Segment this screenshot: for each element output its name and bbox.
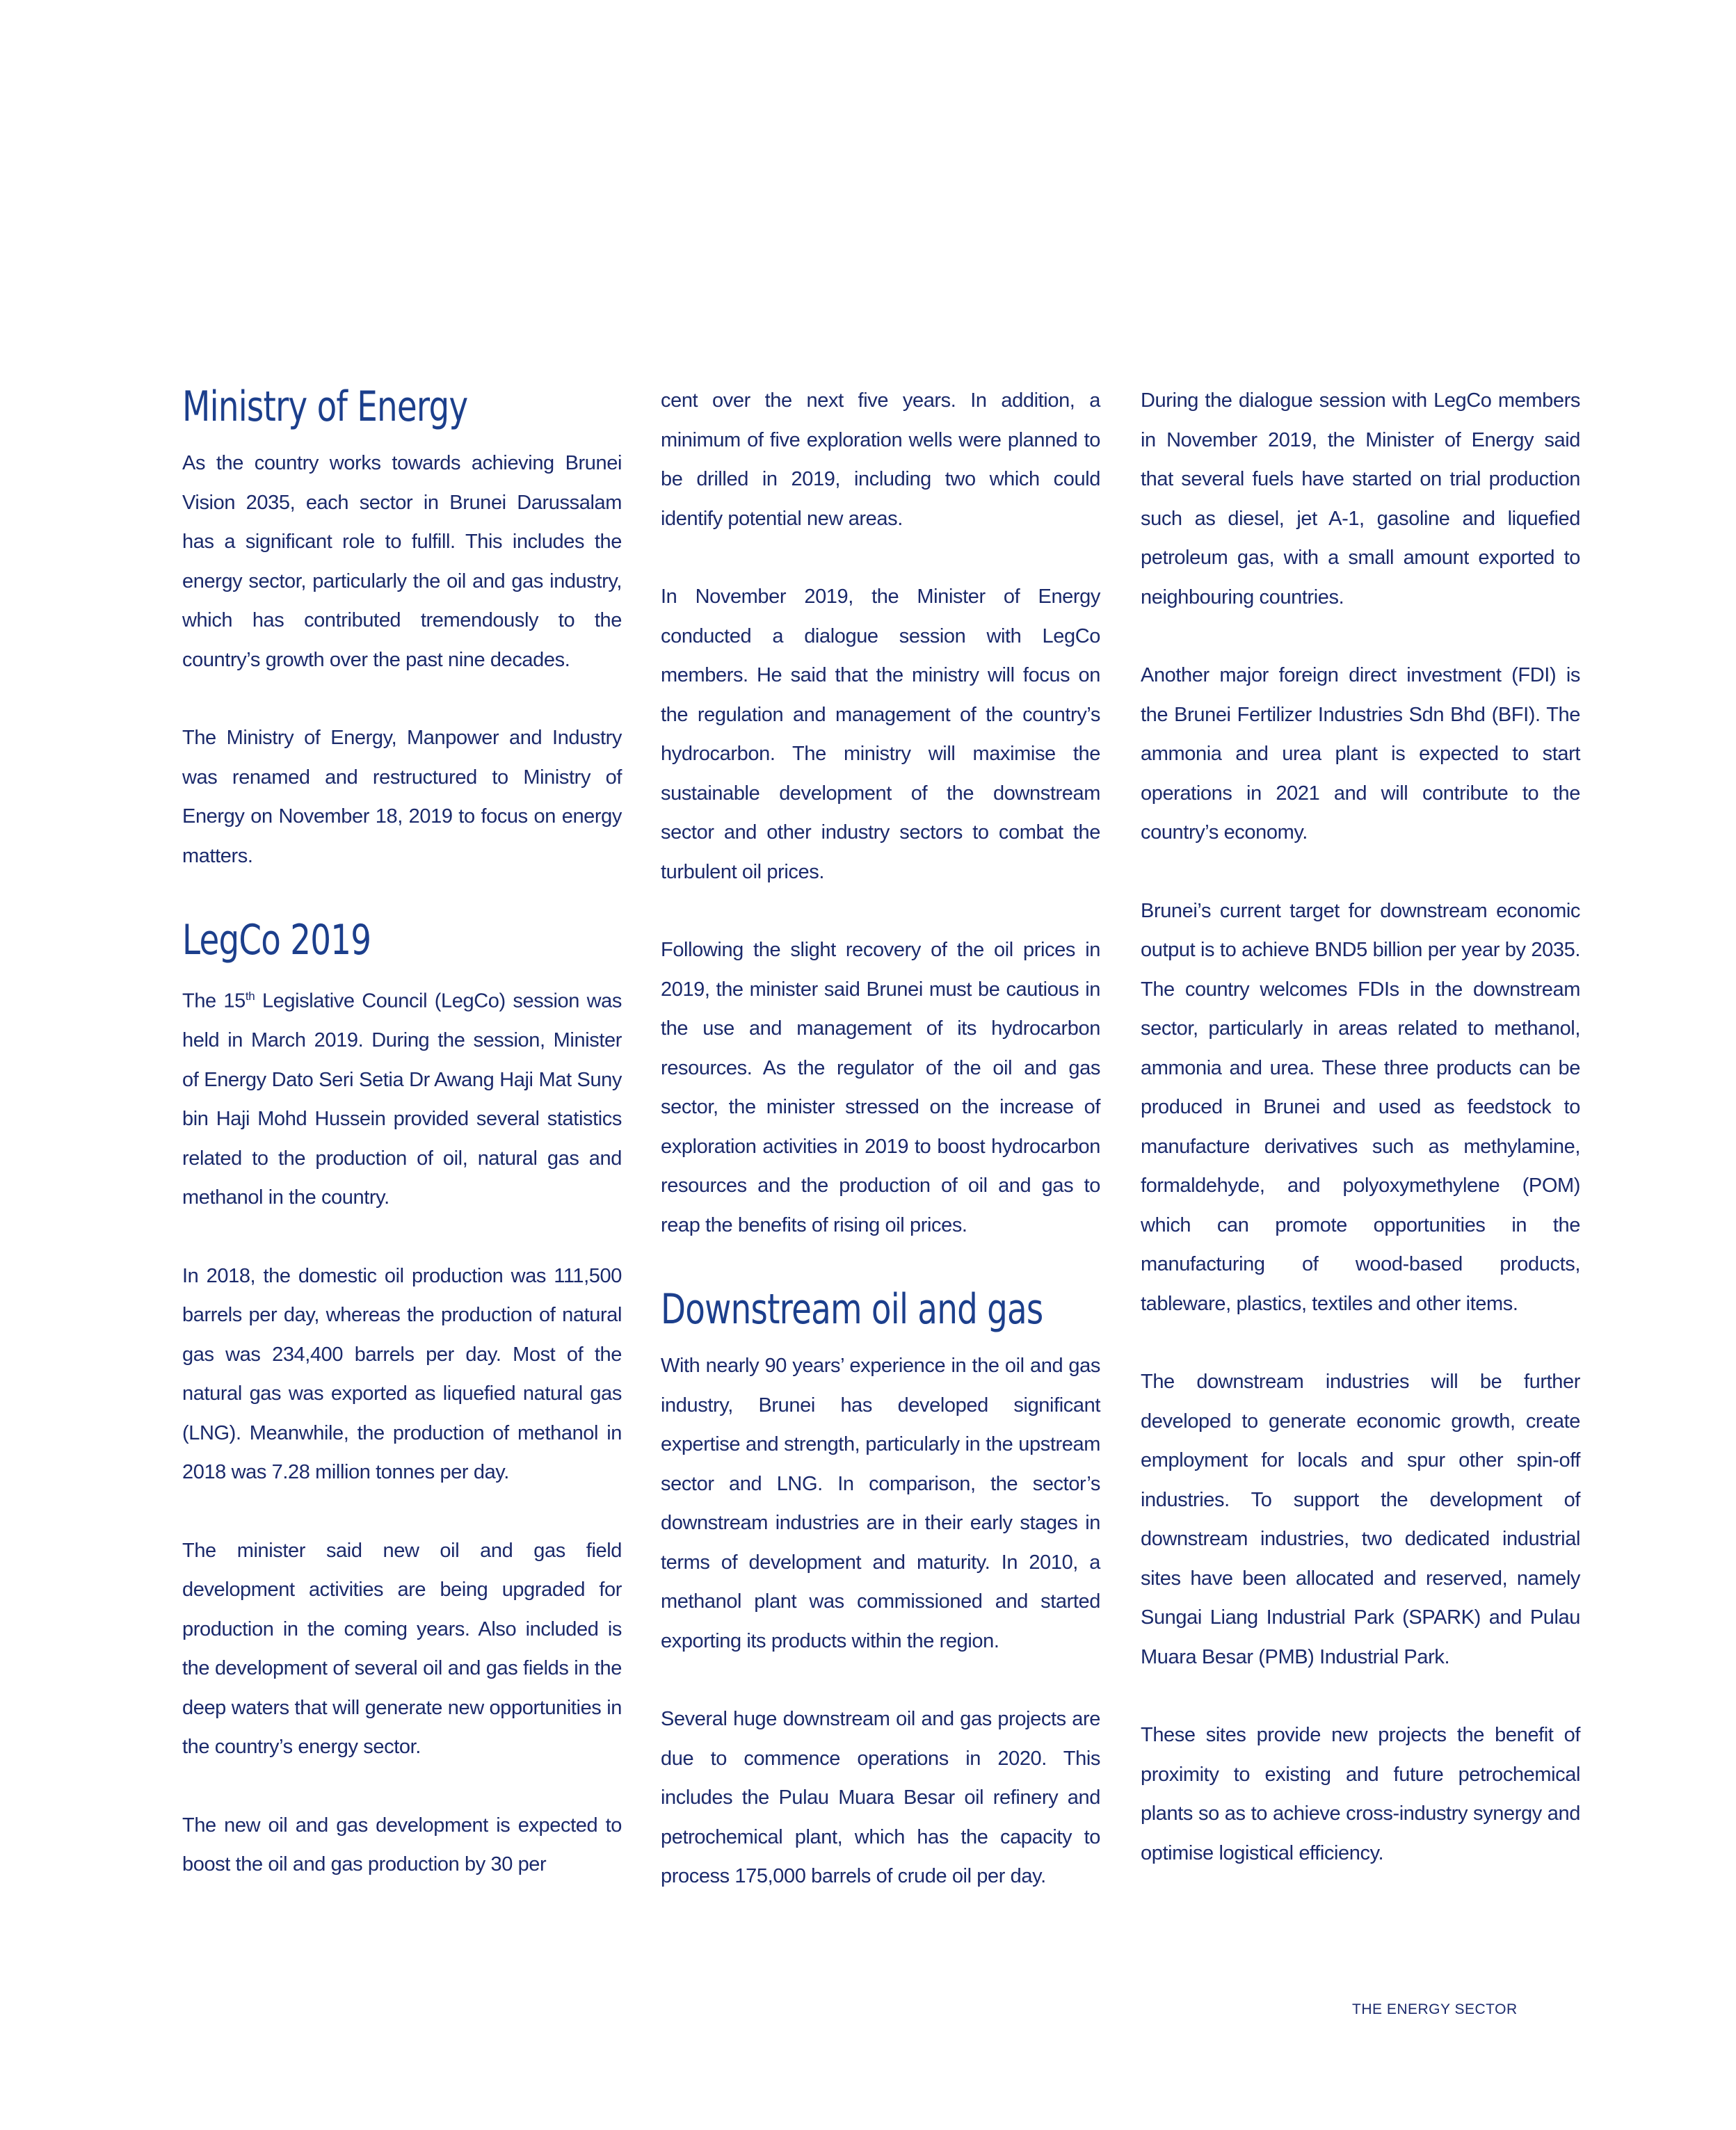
paragraph: The new oil and gas development is expected to boost the oil and gas production by 30 per [182,1814,622,1876]
paragraph: These sites provide new projects the benefit of proximity to existing and future petrochemical plants so as to achieve cross-industry synergy and optimise logistical efficiency. [1141,1724,1580,1864]
paragraph: In 2018, the domestic oil production was 111,500 barrels per day, whereas the production of natural gas was 234,400 barrels per day. Most of the natural gas was exported as liquefied natural gas (LNG). Meanwhile, the production of methanol in 2018 was 7.28 million tonnes per day. [182,1264,622,1484]
paragraph-text: The 15 [182,990,246,1012]
paragraph: Brunei’s current target for downstream economic output is to achieve BND5 billion per year by 2035. The country welcomes FDIs in the downstream sector, particularly in areas related to methanol, ammonia and urea. These three products can be produced in Brunei and used as feedstock to manufacture derivatives such as methylamine, formaldehyde, and polyoxymethylene (POM) which can promote opportunities in the manufacturing of wood-based products, tableware, plastics, textiles and other items. [1141,899,1580,1315]
paragraph: As the country works towards achieving Brunei Vision 2035, each sector in Brunei Darussalam has a significant role to fulfill. This includes the energy sector, particularly the oil and gas industry, which has contributed tremendously to the country’s growth over the past nine decades. [182,452,622,671]
paragraph: The Ministry of Energy, Manpower and Industry was renamed and restructured to Ministry of Energy on November 18, 2019 to focus on energy matters. [182,727,622,867]
column-middle [661,381,1100,1896]
paragraph: In November 2019, the Minister of Energy conducted a dialogue session with LegCo members. He said that the ministry will focus on the regulation and management of the country’s hydrocarbon. The ministry will maximise the sustainable development of the downstream sector and other industry sectors to combat the turbulent oil prices. [661,586,1100,883]
paragraph: Following the slight recovery of the oil prices in 2019, the minister said Brunei must be cautious in the use and management of its hydrocarbon resources. As the regulator of the oil and gas sector, the minister stressed on the increase of exploration activities in 2019 to boost hydrocarbon resources and the production of oil and gas to reap the benefits of rising oil prices. [661,939,1100,1236]
heading-downstream-oil-and-gas: Downstream oil and gas [661,1285,1043,1334]
paragraph: cent over the next five years. In addition, a minimum of five exploration wells were planned to be drilled in 2019, including two which could identify potential new areas. [661,389,1100,530]
paragraph: With nearly 90 years’ experience in the oil and gas industry, Brunei has developed significant expertise and strength, particularly in the upstream sector and LNG. In comparison, the sector’s downstream industries are in their early stages in terms of development and maturity. In 2010, a methanol plant was commissioned and started exporting its products within the region. [661,1355,1100,1652]
heading-legco-2019: LegCo 2019 [182,916,371,965]
paragraph: The minister said new oil and gas field development activities are being upgraded for production in the coming years. Also included is the development of several oil and gas fields in the deep waters that will generate new opportunities in the country’s energy sector. [182,1539,622,1759]
paragraph [182,977,622,1218]
column-left [182,381,622,1885]
paragraph: During the dialogue session with LegCo members in November 2019, the Minister of Energy said that several fuels have started on trial production such as diesel, jet A-1, gasoline and liquefied petroleum gas, with a small amount exported to neighbouring countries. [1141,389,1580,608]
paragraph: Several huge downstream oil and gas projects are due to commence operations in 2020. This includes the Pulau Muara Besar oil refinery and petrochemical plant, which has the capacity to process 175,000 barrels of crude oil per day. [661,1708,1100,1887]
ordinal-suffix: th [245,990,255,1003]
footer-section-label: THE ENERGY SECTOR [1352,2001,1518,2017]
paragraph: The downstream industries will be further developed to generate economic growth, create employment for locals and spur other spin-off industries. To support the development of downstream industries, two dedicated industrial sites have been allocated and reserved, namely Sungai Liang Industrial Park (SPARK) and Pulau Muara Besar (PMB) Industrial Park. [1141,1371,1580,1668]
heading-ministry-of-energy: Ministry of Energy [182,382,468,431]
column-right [1141,381,1580,1873]
paragraph-text: Legislative Council (LegCo) session was held in March 2019. During the session, Minister of Energy Dato Seri Setia Dr Awang Haji Mat Suny bin Haji Mohd Hussein provided several statistics related to the production of oil, natural gas and methanol in the country. [182,990,622,1209]
paragraph: Another major foreign direct investment (FDI) is the Brunei Fertilizer Industries Sdn Bhd (BFI). The ammonia and urea plant is expected to start operations in 2021 and will contribute to the country’s economy. [1141,664,1580,844]
